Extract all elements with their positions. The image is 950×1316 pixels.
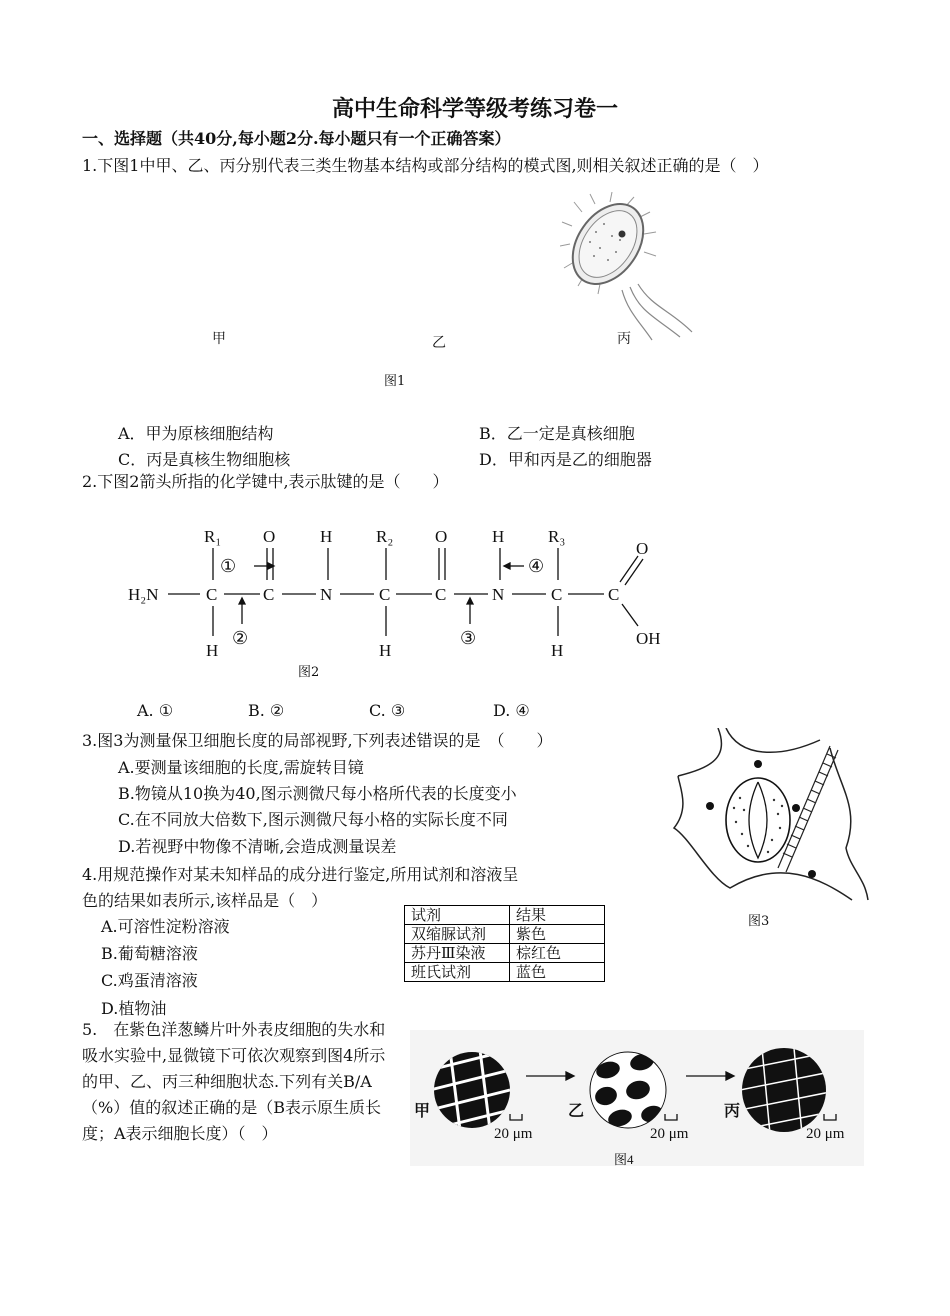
q3-option-b: B.物镜从10换为40,图示测微尺每小格所代表的长度变小 [118, 784, 517, 803]
question-5-stem: 5. 在紫色洋葱鳞片叶外表皮细胞的失水和吸水实验中,显微镜下可依次观察到图4所示的甲、乙、丙三种细胞状态.下列有关B/A（%）值的叙述正确的是（B表示原生质长度；A表示细胞长度）（ ） [82, 1020, 386, 1143]
figure4-label-yi: 乙 [568, 1103, 585, 1120]
table-row [405, 963, 605, 982]
formula-c5: C [551, 585, 563, 604]
q4-option-a: A.可溶性淀粉溶液 [101, 917, 230, 936]
q2-option-b: B. ② [248, 701, 285, 720]
q2-option-a: A. ① [137, 701, 174, 720]
table-cell: 班氏试剂 [405, 963, 510, 982]
figure1-label-yi: 乙 [432, 335, 446, 351]
reagent-result-table [404, 905, 605, 982]
table-row [405, 925, 605, 944]
formula-n2: N [492, 585, 505, 604]
formula-c1: C [206, 585, 218, 604]
formula-marker-3: ③ [460, 628, 477, 648]
figure4-label-jia: 甲 [414, 1103, 431, 1120]
figure1-label-bing: 丙 [617, 331, 631, 347]
formula-oh: OH [636, 629, 661, 648]
q1-option-c: C．丙是真核生物细胞核 [118, 450, 291, 469]
q3-option-d: D.若视野中物像不清晰,会造成测量误差 [118, 837, 397, 856]
formula-h-bottom3: H [551, 641, 564, 660]
table-cell: 棕红色 [510, 944, 605, 963]
table-cell: 紫色 [510, 925, 605, 944]
formula-h-top2: H [492, 527, 505, 546]
formula-c3: C [379, 585, 391, 604]
table-header-row [405, 906, 605, 925]
q3-option-a: A.要测量该细胞的长度,需旋转目镜 [118, 758, 364, 777]
figure1-label-jia: 甲 [212, 331, 226, 347]
figure4-scale-3: 20 μm [806, 1126, 845, 1142]
q1-option-b: B．乙一定是真核细胞 [479, 424, 635, 443]
formula-r2: R₂ [376, 527, 394, 546]
formula-h-bottom1: H [206, 641, 219, 660]
formula-c6: C [608, 585, 620, 604]
formula-o3: O [636, 539, 649, 558]
figure3-caption: 图3 [748, 914, 770, 929]
q4-option-c: C.鸡蛋清溶液 [101, 971, 198, 990]
table-cell: 蓝色 [510, 963, 605, 982]
formula-r1: R₁ [204, 527, 222, 546]
formula-marker-4: ④ [528, 556, 545, 576]
figure4-label-bing: 丙 [724, 1103, 741, 1120]
figure2-caption: 图2 [298, 665, 320, 680]
question-4-stem-line1: 4.用规范操作对某未知样品的成分进行鉴定,所用试剂和溶液呈 [82, 865, 519, 884]
question-4-stem-line2: 色的结果如表所示,该样品是（ ） [82, 891, 328, 910]
q2-option-d: D. ④ [493, 701, 530, 720]
q4-option-d: D.植物油 [101, 999, 167, 1018]
formula-marker-2: ② [232, 628, 249, 648]
q1-option-a: A．甲为原核细胞结构 [118, 424, 274, 443]
question-3-stem: 3.图3为测量保卫细胞长度的局部视野,下列表述错误的是 （ ） [82, 731, 553, 750]
q2-option-c: C. ③ [369, 701, 406, 720]
figure4-scale-2: 20 μm [650, 1126, 689, 1142]
question-2-stem: 2.下图2箭头所指的化学键中,表示肽键的是（ ） [82, 472, 449, 491]
formula-c2: C [263, 585, 275, 604]
formula-o2: O [435, 527, 448, 546]
guard-cell-micrometer-figure [670, 728, 870, 903]
formula-c4: C [435, 585, 447, 604]
figure4-scale-1: 20 μm [494, 1126, 533, 1142]
formula-h-top1: H [320, 527, 333, 546]
formula-h-bottom2: H [379, 641, 392, 660]
question-1-stem: 1.下图1中甲、乙、丙分别代表三类生物基本结构或部分结构的模式图,则相关叙述正确的是（ ） [82, 156, 769, 175]
bacterium-figure [560, 192, 700, 342]
page-title: 高中生命科学等级考练习卷一 [331, 96, 618, 122]
q3-option-c: C.在不同放大倍数下,图示测微尺每小格的实际长度不同 [118, 810, 508, 829]
table-row [405, 944, 605, 963]
onion-cell-figure [410, 1030, 864, 1170]
formula-marker-1: ① [220, 556, 237, 576]
table-cell: 双缩脲试剂 [405, 925, 510, 944]
section-heading: 一、选择题（共40分,每小题2分.每小题只有一个正确答案） [82, 129, 511, 148]
formula-o1: O [263, 527, 276, 546]
formula-h2n: H₂N [128, 585, 159, 604]
peptide-formula [120, 520, 680, 670]
table-header-cell: 结果 [510, 906, 605, 925]
table-header-cell: 试剂 [405, 906, 510, 925]
figure4-caption: 图4 [614, 1152, 634, 1167]
q1-option-d: D．甲和丙是乙的细胞器 [479, 450, 652, 469]
table-cell: 苏丹Ⅲ染液 [405, 944, 510, 963]
figure1-caption: 图1 [384, 374, 406, 389]
formula-r3: R₃ [548, 527, 566, 546]
q4-option-b: B.葡萄糖溶液 [101, 944, 198, 963]
formula-n1: N [320, 585, 333, 604]
